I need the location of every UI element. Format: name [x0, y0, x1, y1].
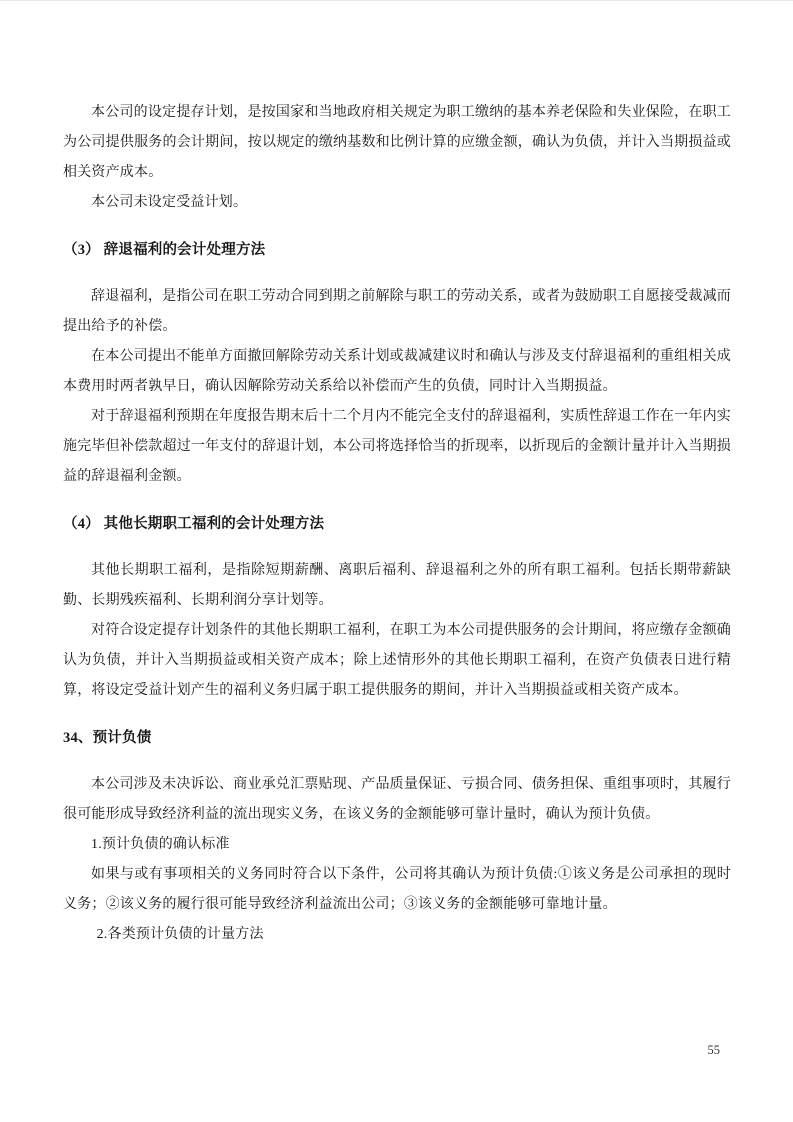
list-item-2-measurement-methods: 2.各类预计负债的计量方法: [96, 927, 264, 942]
paragraph-termination-benefits-recognition: 在本公司提出不能单方面撤回解除劳动关系计划或裁减建议时和确认与涉及支付辞退福利的重组相关成本费用时两者孰早日，确认因解除劳动关系给以补偿而产生的负债，同时计入当期损益。: [63, 349, 731, 394]
paragraph-termination-benefits-definition: 辞退福利，是指公司在职工劳动合同到期之前解除与职工的劳动关系，或者为鼓励职工自愿接受裁减而提出给予的补偿。: [63, 289, 731, 334]
list-item-1-recognition-criteria: 1.预计负债的确认标准: [91, 837, 230, 852]
page-number: 55: [707, 1042, 720, 1057]
paragraph-defined-contribution-plan: 本公司的设定提存计划，是按国家和当地政府相关规定为职工缴纳的基本养老保险和失业保险，在职工为公司提供服务的会计期间，按以规定的缴纳基数和比例计算的应缴金额，确认为负债，并计入当期损益或相关资产成本。: [63, 105, 731, 180]
section-heading-3-termination-benefits: （3） 辞退福利的会计处理方法: [63, 242, 266, 258]
document-content: [63, 98, 731, 950]
paragraph-provisions-overview: 本公司涉及未决诉讼、商业承兑汇票贴现、产品质量保证、亏损合同、债务担保、重组事项时，其履行很可能形成导致经济利益的流出现实义务，在该义务的金额能够可靠计量时，确认为预计负债。: [63, 777, 731, 822]
paragraph-recognition-conditions: 如果与或有事项相关的义务同时符合以下条件，公司将其确认为预计负债:①该义务是公司承担的现时义务；②该义务的履行很可能导致经济利益流出公司；③该义务的金额能够可靠地计量。: [63, 867, 731, 912]
paragraph-other-longterm-benefits-accounting: 对符合设定提存计划条件的其他长期职工福利，在职工为本公司提供服务的会计期间，将应缴存金额确认为负债，并计入当期损益或相关资产成本；除上述情形外的其他长期职工福利，在资产负债表日进行精算，将设定受益计划产生的福利义务归属于职工提供服务的期间，并计入当期损益或相关资产成本。: [63, 623, 731, 698]
section-heading-34-provisions: 34、预计负债: [63, 730, 152, 746]
paragraph-termination-benefits-discounting: 对于辞退福利预期在年度报告期末后十二个月内不能完全支付的辞退福利，实质性辞退工作在一年内实施完毕但补偿款超过一年支付的辞退计划，本公司将选择恰当的折现率，以折现后的金额计量并计入当期损益的辞退福利金额。: [63, 409, 731, 484]
section-heading-4-other-longterm-benefits: （4） 其他长期职工福利的会计处理方法: [63, 516, 325, 532]
paragraph-no-defined-benefit-plan: 本公司未设定受益计划。: [91, 195, 248, 210]
paragraph-other-longterm-benefits-definition: 其他长期职工福利，是指除短期薪酬、离职后福利、辞退福利之外的所有职工福利。包括长期带薪缺勤、长期残疾福利、长期利润分享计划等。: [63, 563, 731, 608]
